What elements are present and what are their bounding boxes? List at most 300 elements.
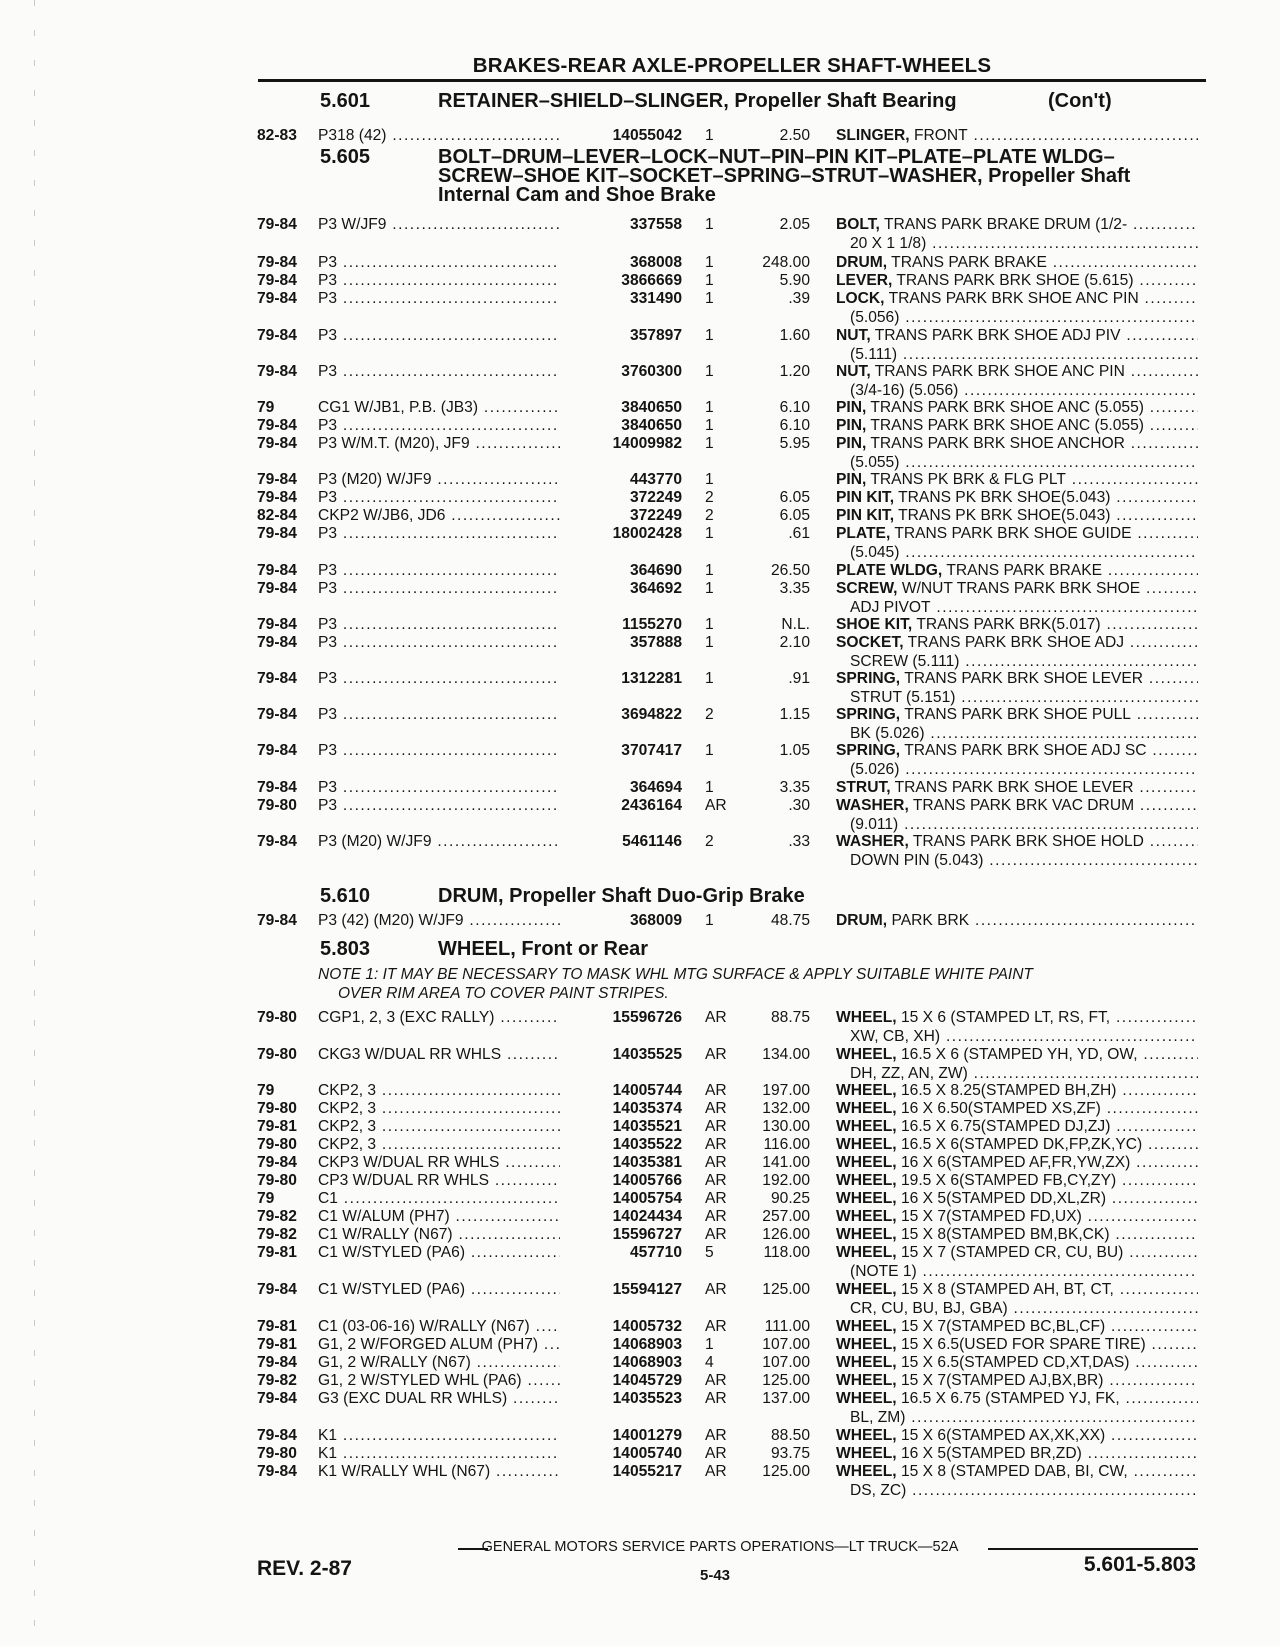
list-price: 118.00 bbox=[763, 1244, 810, 1261]
list-price: 88.75 bbox=[770, 1009, 810, 1026]
part-name: WHEEL, bbox=[836, 1154, 897, 1171]
description-line bbox=[836, 1481, 1198, 1500]
model-application: P3 ..... bbox=[318, 778, 580, 797]
part-number: 14035374 bbox=[560, 1099, 682, 1118]
part-number: 15596727 bbox=[560, 1225, 682, 1244]
part-name: PLATE, bbox=[836, 525, 891, 542]
part-name: WHEEL, bbox=[836, 1427, 897, 1444]
description-text: (5.056) bbox=[850, 309, 900, 326]
part-number: 3840650 bbox=[560, 398, 682, 417]
list-price: 257.00 bbox=[762, 1208, 810, 1225]
description-text: 19.5 X 6(STAMPED FB,CY,ZY) bbox=[900, 1172, 1117, 1189]
quantity: 1 bbox=[705, 435, 714, 452]
model-application: CKP2, 3 ..... bbox=[318, 1135, 580, 1154]
description-text: TRANS PARK BRK SHOE ANC (5.055) bbox=[870, 417, 1144, 434]
quantity: AR bbox=[705, 1190, 727, 1207]
part-name: DRUM, bbox=[836, 912, 888, 929]
part-description bbox=[836, 1280, 1198, 1318]
description-text: FRONT bbox=[914, 127, 968, 144]
description-text: DOWN PIN (5.043) bbox=[850, 852, 984, 869]
model-application: P3 ..... bbox=[318, 705, 580, 724]
model-years: 79-81 bbox=[257, 1318, 297, 1335]
part-number: 3707417 bbox=[560, 741, 682, 760]
revision-label: REV. 2-87 bbox=[257, 1557, 352, 1580]
quantity: 5 bbox=[705, 1244, 714, 1261]
section-number: 5.601 bbox=[320, 90, 371, 112]
part-name: BOLT, bbox=[836, 216, 880, 233]
quantity: AR bbox=[705, 1100, 727, 1117]
part-description bbox=[836, 271, 1198, 290]
description-text: TRANS PARK BRK SHOE ANCHOR bbox=[870, 435, 1125, 452]
model-application: CP3 W/DUAL RR WHLS ..... bbox=[318, 1171, 580, 1190]
part-name: WASHER, bbox=[836, 797, 909, 814]
part-name: WHEEL, bbox=[836, 1100, 897, 1117]
part-description bbox=[836, 1243, 1198, 1281]
description-text: TRANS PARK BRK SHOE ADJ bbox=[907, 634, 1124, 651]
description-text: TRANS PARK BRAKE bbox=[891, 254, 1047, 271]
quantity: 1 bbox=[705, 254, 714, 271]
part-name: SPRING, bbox=[836, 706, 901, 723]
model-application: P3 ..... bbox=[318, 633, 580, 652]
model-application: CKP2 W/JB6, JD6 ..... bbox=[318, 506, 580, 525]
section-number: 5.605 bbox=[320, 146, 371, 168]
model-years: 79-84 bbox=[257, 779, 297, 796]
part-name: WHEEL, bbox=[836, 1082, 897, 1099]
part-number: 368009 bbox=[560, 911, 682, 930]
description-text: TRANS PARK BRK SHOE LEVER bbox=[894, 779, 1134, 796]
part-name: LOCK, bbox=[836, 290, 885, 307]
list-price: 141.00 bbox=[762, 1154, 810, 1171]
part-number: 372249 bbox=[560, 506, 682, 525]
model-years: 79-81 bbox=[257, 1244, 297, 1261]
model-years: 79-84 bbox=[257, 742, 297, 759]
model-years: 79-84 bbox=[257, 562, 297, 579]
description-line bbox=[836, 1099, 1198, 1118]
description-text: 16 X 6(STAMPED AF,FR,YW,ZX) bbox=[900, 1154, 1131, 1171]
model-years: 79-84 bbox=[257, 471, 297, 488]
part-number: 368008 bbox=[560, 253, 682, 272]
description-line bbox=[836, 253, 1198, 272]
section-header bbox=[0, 148, 1280, 205]
model-years: 79 bbox=[257, 1190, 275, 1207]
model-application: C1 W/STYLED (PA6) ..... bbox=[318, 1243, 580, 1262]
part-number: 364692 bbox=[560, 579, 682, 598]
list-price: 2.10 bbox=[779, 634, 810, 651]
model-years: 79-84 bbox=[257, 417, 297, 434]
description-text: BL, ZM) bbox=[850, 1409, 906, 1426]
page-number: 5-43 bbox=[699, 1567, 731, 1584]
part-name: SLINGER, bbox=[836, 127, 910, 144]
section-header bbox=[0, 92, 1280, 111]
description-text: 16.5 X 6.75(STAMPED DJ,ZJ) bbox=[900, 1118, 1111, 1135]
model-years: 79-84 bbox=[257, 1154, 297, 1171]
model-years: 82-83 bbox=[257, 127, 297, 144]
description-text: TRANS PARK BRK SHOE HOLD bbox=[912, 833, 1144, 850]
model-application: CKP2, 3 ..... bbox=[318, 1081, 580, 1100]
description-text: 15 X 7 (STAMPED CR, CU, BU) bbox=[900, 1244, 1124, 1261]
description-text: TRANS PARK BRK SHOE PULL bbox=[904, 706, 1131, 723]
part-name: STRUT, bbox=[836, 779, 891, 796]
section-number: 5.610 bbox=[320, 885, 371, 907]
part-number: 14035521 bbox=[560, 1117, 682, 1136]
footer-rule-right bbox=[988, 1548, 1198, 1550]
model-years: 79-84 bbox=[257, 272, 297, 289]
part-name: WHEEL, bbox=[836, 1118, 897, 1135]
quantity: 1 bbox=[705, 1336, 714, 1353]
description-text: TRANS PARK BRK SHOE ANC (5.055) bbox=[870, 399, 1144, 416]
part-description bbox=[836, 289, 1198, 327]
part-number: 457710 bbox=[560, 1243, 682, 1262]
quantity: 4 bbox=[705, 1354, 714, 1371]
part-name: SOCKET, bbox=[836, 634, 904, 651]
quantity: AR bbox=[705, 1118, 727, 1135]
part-name: PIN, bbox=[836, 435, 867, 452]
list-price: N.L. bbox=[781, 616, 810, 633]
description-line bbox=[836, 1371, 1198, 1390]
description-line bbox=[836, 470, 1198, 489]
model-application: G1, 2 W/STYLED WHL (PA6) ..... bbox=[318, 1371, 580, 1390]
description-line bbox=[836, 1262, 1198, 1281]
description-text: STRUT (5.151) bbox=[850, 689, 956, 706]
model-application: P3 ..... bbox=[318, 326, 580, 345]
header-rule bbox=[258, 79, 1206, 82]
description-line bbox=[836, 506, 1198, 525]
part-number: 14005732 bbox=[560, 1317, 682, 1336]
quantity: 1 bbox=[705, 216, 714, 233]
description-text: 16.5 X 6.75 (STAMPED YJ, FK, bbox=[900, 1390, 1120, 1407]
model-years: 82-84 bbox=[257, 507, 297, 524]
part-number: 337558 bbox=[560, 215, 682, 234]
part-number: 357888 bbox=[560, 633, 682, 652]
part-name: WHEEL, bbox=[836, 1372, 897, 1389]
description-text: 16 X 6.50(STAMPED XS,ZF) bbox=[900, 1100, 1101, 1117]
description-text: TRANS PARK BRAKE DRUM (1/2- bbox=[883, 216, 1128, 233]
model-years: 79-84 bbox=[257, 634, 297, 651]
model-application: P3 ..... bbox=[318, 289, 580, 308]
model-application: C1 W/ALUM (PH7) ..... bbox=[318, 1207, 580, 1226]
description-line bbox=[836, 1189, 1198, 1208]
part-description bbox=[836, 1189, 1198, 1208]
list-price: 1.15 bbox=[779, 706, 810, 723]
model-application: P3 (42) (M20) W/JF9 ..... bbox=[318, 911, 580, 930]
part-number: 14035525 bbox=[560, 1045, 682, 1064]
part-number: 1155270 bbox=[560, 615, 682, 634]
part-description bbox=[836, 126, 1198, 145]
part-number: 3840650 bbox=[560, 416, 682, 435]
part-description bbox=[836, 362, 1198, 400]
list-price: 88.50 bbox=[770, 1427, 810, 1444]
description-text: 15 X 8 (STAMPED DAB, BI, CW, bbox=[900, 1463, 1128, 1480]
description-text: SCREW (5.111) bbox=[850, 653, 960, 670]
model-years: 79-84 bbox=[257, 1463, 297, 1480]
quantity: 1 bbox=[705, 399, 714, 416]
description-text: (5.026) bbox=[850, 761, 900, 778]
description-line bbox=[836, 1207, 1198, 1226]
part-number: 14005754 bbox=[560, 1189, 682, 1208]
continued-label: (Con't) bbox=[1048, 90, 1112, 112]
model-application: P3 ..... bbox=[318, 488, 580, 507]
description-text: CR, CU, BU, BJ, GBA) bbox=[850, 1300, 1008, 1317]
model-application: P3 W/JF9 ..... bbox=[318, 215, 580, 234]
description-line bbox=[836, 778, 1198, 797]
part-name: PIN, bbox=[836, 399, 867, 416]
quantity: AR bbox=[705, 1226, 727, 1243]
section-title: RETAINER–SHIELD–SLINGER, Propeller Shaft Bearing bbox=[438, 90, 957, 112]
list-price: 5.90 bbox=[779, 272, 810, 289]
part-name: WHEEL, bbox=[836, 1046, 897, 1063]
part-description bbox=[836, 705, 1198, 743]
part-description bbox=[836, 1099, 1198, 1118]
part-description bbox=[836, 561, 1198, 580]
footer-publisher: GENERAL MOTORS SERVICE PARTS OPERATIONS—LT TRUCK—52A bbox=[481, 1539, 959, 1555]
description-line bbox=[836, 1353, 1198, 1372]
part-name: WHEEL, bbox=[836, 1009, 897, 1026]
description-text: 15 X 6.5(USED FOR SPARE TIRE) bbox=[900, 1336, 1146, 1353]
description-line bbox=[836, 326, 1198, 345]
model-years: 79-80 bbox=[257, 1046, 297, 1063]
part-description bbox=[836, 1135, 1198, 1154]
model-application: P3 ..... bbox=[318, 253, 580, 272]
part-description bbox=[836, 434, 1198, 472]
section-number: 5.803 bbox=[320, 938, 371, 960]
quantity: 1 bbox=[705, 779, 714, 796]
quantity: 1 bbox=[705, 580, 714, 597]
description-line bbox=[836, 1243, 1198, 1262]
quantity: 1 bbox=[705, 670, 714, 687]
model-application: P3 ..... bbox=[318, 741, 580, 760]
part-description bbox=[836, 579, 1198, 617]
part-number: 14005740 bbox=[560, 1444, 682, 1463]
part-description bbox=[836, 778, 1198, 797]
part-number: 14001279 bbox=[560, 1426, 682, 1445]
list-price: 6.05 bbox=[779, 489, 810, 506]
description-line bbox=[836, 911, 1198, 930]
model-years: 79-82 bbox=[257, 1372, 297, 1389]
description-line bbox=[836, 1153, 1198, 1172]
part-name: WASHER, bbox=[836, 833, 909, 850]
model-application: CKP2, 3 ..... bbox=[318, 1099, 580, 1118]
description-text: TRANS PARK BRK SHOE (5.615) bbox=[896, 272, 1134, 289]
model-years: 79-81 bbox=[257, 1336, 297, 1353]
list-price: 197.00 bbox=[762, 1082, 810, 1099]
quantity: 1 bbox=[705, 290, 714, 307]
list-price: 125.00 bbox=[762, 1281, 810, 1298]
description-line bbox=[836, 760, 1198, 779]
part-number: 3866669 bbox=[560, 271, 682, 290]
description-text: TRANS PARK BRAKE bbox=[946, 562, 1103, 579]
quantity: AR bbox=[705, 1281, 727, 1298]
description-line bbox=[836, 1171, 1198, 1190]
part-number: 364694 bbox=[560, 778, 682, 797]
part-name: WHEEL, bbox=[836, 1390, 897, 1407]
part-description bbox=[836, 253, 1198, 272]
quantity: 1 bbox=[705, 272, 714, 289]
list-price: .39 bbox=[788, 290, 810, 307]
quantity: 1 bbox=[705, 127, 714, 144]
list-price: 137.00 bbox=[762, 1390, 810, 1407]
quantity: 2 bbox=[705, 507, 714, 524]
model-application: P3 ..... bbox=[318, 796, 580, 815]
part-description bbox=[836, 215, 1198, 253]
description-line bbox=[836, 579, 1198, 598]
description-line bbox=[836, 796, 1198, 815]
description-text: TRANS PARK BRK SHOE ADJ SC bbox=[904, 742, 1147, 759]
description-line bbox=[836, 633, 1198, 652]
list-price: .61 bbox=[788, 525, 810, 542]
part-number: 443770 bbox=[560, 470, 682, 489]
model-years: 79-80 bbox=[257, 797, 297, 814]
part-number: 14024434 bbox=[560, 1207, 682, 1226]
description-text: TRANS PARK BRK SHOE ANC PIN bbox=[874, 363, 1125, 380]
description-text: TRANS PK BRK SHOE(5.043) bbox=[898, 489, 1111, 506]
model-application: P3 ..... bbox=[318, 416, 580, 435]
description-line bbox=[836, 1444, 1198, 1463]
quantity: AR bbox=[705, 1046, 727, 1063]
list-price: 2.50 bbox=[779, 127, 810, 144]
quantity: AR bbox=[705, 1390, 727, 1407]
part-name: SPRING, bbox=[836, 742, 901, 759]
part-name: PIN, bbox=[836, 417, 867, 434]
section-note bbox=[318, 965, 1198, 1003]
description-line bbox=[836, 398, 1198, 417]
part-number: 14068903 bbox=[560, 1335, 682, 1354]
list-price: 107.00 bbox=[762, 1354, 810, 1371]
model-years: 79-84 bbox=[257, 1354, 297, 1371]
part-number: 14035523 bbox=[560, 1389, 682, 1408]
description-line bbox=[836, 561, 1198, 580]
part-description bbox=[836, 796, 1198, 834]
model-years: 79 bbox=[257, 399, 275, 416]
model-application: C1 W/RALLY (N67) ..... bbox=[318, 1225, 580, 1244]
description-line bbox=[836, 434, 1198, 453]
description-line bbox=[836, 289, 1198, 308]
part-name: WHEEL, bbox=[836, 1281, 897, 1298]
description-text: (5.045) bbox=[850, 544, 900, 561]
part-name: PIN, bbox=[836, 471, 867, 488]
quantity: AR bbox=[705, 1082, 727, 1099]
description-text: (3/4-16) (5.056) bbox=[850, 382, 959, 399]
model-years: 79-80 bbox=[257, 1136, 297, 1153]
model-application: P3 ..... bbox=[318, 362, 580, 381]
model-years: 79-84 bbox=[257, 216, 297, 233]
list-price: 125.00 bbox=[762, 1463, 810, 1480]
list-price: 125.00 bbox=[762, 1372, 810, 1389]
quantity: 1 bbox=[705, 417, 714, 434]
model-application: G1, 2 W/RALLY (N67) ..... bbox=[318, 1353, 580, 1372]
model-years: 79 bbox=[257, 1082, 275, 1099]
part-number: 14045729 bbox=[560, 1371, 682, 1390]
quantity: AR bbox=[705, 1136, 727, 1153]
part-description bbox=[836, 1444, 1198, 1463]
model-application: C1 ..... bbox=[318, 1189, 580, 1208]
list-price: 126.00 bbox=[762, 1226, 810, 1243]
part-description bbox=[836, 506, 1198, 525]
part-description bbox=[836, 1371, 1198, 1390]
description-line bbox=[836, 741, 1198, 760]
description-line bbox=[836, 1225, 1198, 1244]
description-text: BK (5.026) bbox=[850, 725, 925, 742]
description-line bbox=[836, 669, 1198, 688]
part-name: PIN KIT, bbox=[836, 507, 895, 524]
description-line bbox=[836, 1317, 1198, 1336]
description-text: 15 X 7(STAMPED BC,BL,CF) bbox=[900, 1318, 1106, 1335]
description-text: ADJ PIVOT bbox=[850, 599, 931, 616]
quantity: AR bbox=[705, 1318, 727, 1335]
part-number: 14005744 bbox=[560, 1081, 682, 1100]
part-number: 14068903 bbox=[560, 1353, 682, 1372]
part-number: 14005766 bbox=[560, 1171, 682, 1190]
description-text: 15 X 7(STAMPED AJ,BX,BR) bbox=[900, 1372, 1104, 1389]
quantity: AR bbox=[705, 1372, 727, 1389]
part-name: WHEEL, bbox=[836, 1463, 897, 1480]
quantity: AR bbox=[705, 797, 727, 814]
part-number: 14035381 bbox=[560, 1153, 682, 1172]
part-name: SCREW, bbox=[836, 580, 898, 597]
list-price: 107.00 bbox=[762, 1336, 810, 1353]
part-number: 3760300 bbox=[560, 362, 682, 381]
model-application: P3 ..... bbox=[318, 561, 580, 580]
part-description bbox=[836, 741, 1198, 779]
part-number: 14055042 bbox=[560, 126, 682, 145]
description-text: W/NUT TRANS PARK BRK SHOE bbox=[901, 580, 1141, 597]
list-price: 248.00 bbox=[762, 254, 810, 271]
list-price: 1.05 bbox=[779, 742, 810, 759]
list-price: 134.00 bbox=[762, 1046, 810, 1063]
model-application: P3 (M20) W/JF9 ..... bbox=[318, 832, 580, 851]
model-years: 79-84 bbox=[257, 580, 297, 597]
part-description bbox=[836, 326, 1198, 364]
model-application: P3 ..... bbox=[318, 271, 580, 290]
quantity: AR bbox=[705, 1009, 727, 1026]
description-line bbox=[836, 215, 1198, 234]
part-number: 15596726 bbox=[560, 1008, 682, 1027]
list-price: .91 bbox=[788, 670, 810, 687]
description-text: TRANS PK BRK & FLG PLT bbox=[870, 471, 1066, 488]
part-number: 331490 bbox=[560, 289, 682, 308]
list-price: .33 bbox=[788, 833, 810, 850]
description-line bbox=[836, 488, 1198, 507]
model-application: G1, 2 W/FORGED ALUM (PH7) ..... bbox=[318, 1335, 580, 1354]
model-years: 79-84 bbox=[257, 363, 297, 380]
part-description bbox=[836, 1081, 1198, 1100]
quantity: 2 bbox=[705, 489, 714, 506]
part-number: 18002428 bbox=[560, 524, 682, 543]
quantity: 2 bbox=[705, 833, 714, 850]
part-description bbox=[836, 1426, 1198, 1445]
description-line bbox=[836, 543, 1198, 562]
model-application: CKG3 W/DUAL RR WHLS ..... bbox=[318, 1045, 580, 1064]
description-line bbox=[836, 1462, 1198, 1481]
list-price: 111.00 bbox=[764, 1318, 810, 1335]
quantity: AR bbox=[705, 1445, 727, 1462]
description-line bbox=[836, 1045, 1198, 1064]
model-application: K1 ..... bbox=[318, 1444, 580, 1463]
list-price: 6.05 bbox=[779, 507, 810, 524]
part-description bbox=[836, 1317, 1198, 1336]
part-description bbox=[836, 488, 1198, 507]
description-text: PARK BRK bbox=[891, 912, 970, 929]
list-price: 1.20 bbox=[779, 363, 810, 380]
list-price: 6.10 bbox=[779, 399, 810, 416]
part-name: SHOE KIT, bbox=[836, 616, 913, 633]
part-number: 14009982 bbox=[560, 434, 682, 453]
model-application: P3 ..... bbox=[318, 579, 580, 598]
description-text: 20 X 1 1/8) bbox=[850, 235, 927, 252]
description-line bbox=[836, 1117, 1198, 1136]
description-text: TRANS PARK BRK SHOE GUIDE bbox=[894, 525, 1132, 542]
page-title: BRAKES-REAR AXLE-PROPELLER SHAFT-WHEELS bbox=[472, 54, 992, 77]
quantity: AR bbox=[705, 1208, 727, 1225]
